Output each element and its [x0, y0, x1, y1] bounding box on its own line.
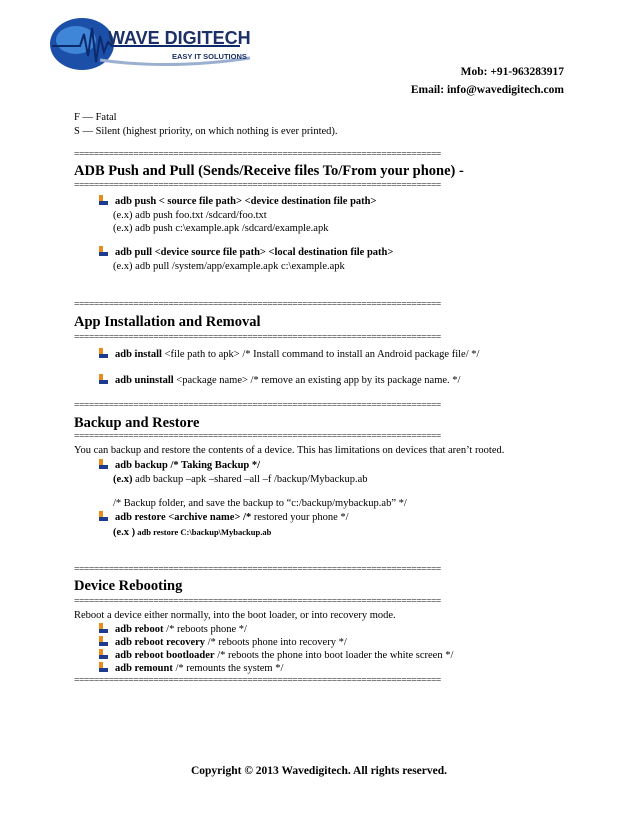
divider: ========================================================================== [74, 333, 441, 343]
divider: ========================================================================== [74, 181, 441, 191]
contact-email: Email: info@wavedigitech.com [410, 84, 564, 96]
pull-example: (e.x) adb pull /system/app/example.apk c:\example.apk [113, 261, 345, 272]
divider: ========================================================================== [74, 300, 441, 310]
logo-text: WAVE DIGITECH [108, 28, 251, 48]
section-title-backup: Backup and Restore [74, 415, 200, 431]
divider: ========================================================================== [74, 597, 441, 607]
reboot-recovery-command: adb reboot recovery /* reboots phone into recovery */ [115, 637, 347, 648]
backup-example: (e.x) adb backup –apk –shared –all –f /backup/Mybackup.ab [113, 474, 368, 485]
reboot-intro: Reboot a device either normally, into the boot loader, or into recovery mode. [74, 610, 396, 621]
pull-command: adb pull <device source file path> <local destination file path> [115, 247, 394, 258]
section-title-push-pull: ADB Push and Pull (Sends/Receive files To/From your phone) - [74, 163, 464, 179]
bullet-icon [97, 458, 109, 470]
divider: ========================================================================== [74, 565, 441, 575]
divider: ========================================================================== [74, 432, 441, 442]
logo-tagline: EASY IT SOLUTIONS [172, 52, 247, 61]
backup-command: adb backup /* Taking Backup */ [115, 460, 261, 471]
section-title-install: App Installation and Removal [74, 314, 261, 330]
bullet-icon [97, 510, 109, 522]
footer-copyright: Copyright © 2013 Wavedigitech. All rights reserved. [190, 765, 448, 777]
bullet-icon [97, 347, 109, 359]
backup-intro: You can backup and restore the contents of a device. This has limitations on devices that aren’t rooted. [74, 445, 505, 456]
restore-command: adb restore <archive name> /* restored your phone */ [115, 512, 349, 523]
bullet-icon [97, 622, 109, 634]
bullet-icon [97, 661, 109, 673]
contact-mobile: Mob: +91-963283917 [460, 66, 564, 78]
log-level-silent: S — Silent (highest priority, on which nothing is ever printed). [74, 126, 338, 137]
bullet-icon [97, 373, 109, 385]
push-example-2: (e.x) adb push c:\example.apk /sdcard/example.apk [113, 223, 329, 234]
install-command: adb install <file path to apk> /* Install command to install an Android package file/ */ [115, 349, 480, 360]
bullet-icon [97, 194, 109, 206]
push-example-1: (e.x) adb push foo.txt /sdcard/foo.txt [113, 210, 267, 221]
reboot-bootloader-command: adb reboot bootloader /* reboots the phone into boot loader the white screen */ [115, 650, 454, 661]
bullet-icon [97, 648, 109, 660]
divider: ========================================================================== [74, 401, 441, 411]
section-title-reboot: Device Rebooting [74, 578, 183, 594]
company-logo [40, 12, 280, 74]
log-level-fatal: F — Fatal [74, 112, 117, 123]
remount-command: adb remount /* remounts the system */ [115, 663, 284, 674]
bullet-icon [97, 635, 109, 647]
bullet-icon [97, 245, 109, 257]
backup-note: /* Backup folder, and save the backup to “c:/backup/mybackup.ab” */ [113, 498, 407, 509]
reboot-command: adb reboot /* reboots phone */ [115, 624, 247, 635]
restore-example: (e.x ) adb restore C:\backup\Mybackup.ab [113, 527, 272, 538]
uninstall-command: adb uninstall <package name> /* remove an existing app by its package name. */ [115, 375, 461, 386]
divider: ========================================================================== [74, 676, 441, 686]
push-command: adb push < source file path> <device destination file path> [115, 196, 377, 207]
divider: ========================================================================== [74, 150, 441, 160]
